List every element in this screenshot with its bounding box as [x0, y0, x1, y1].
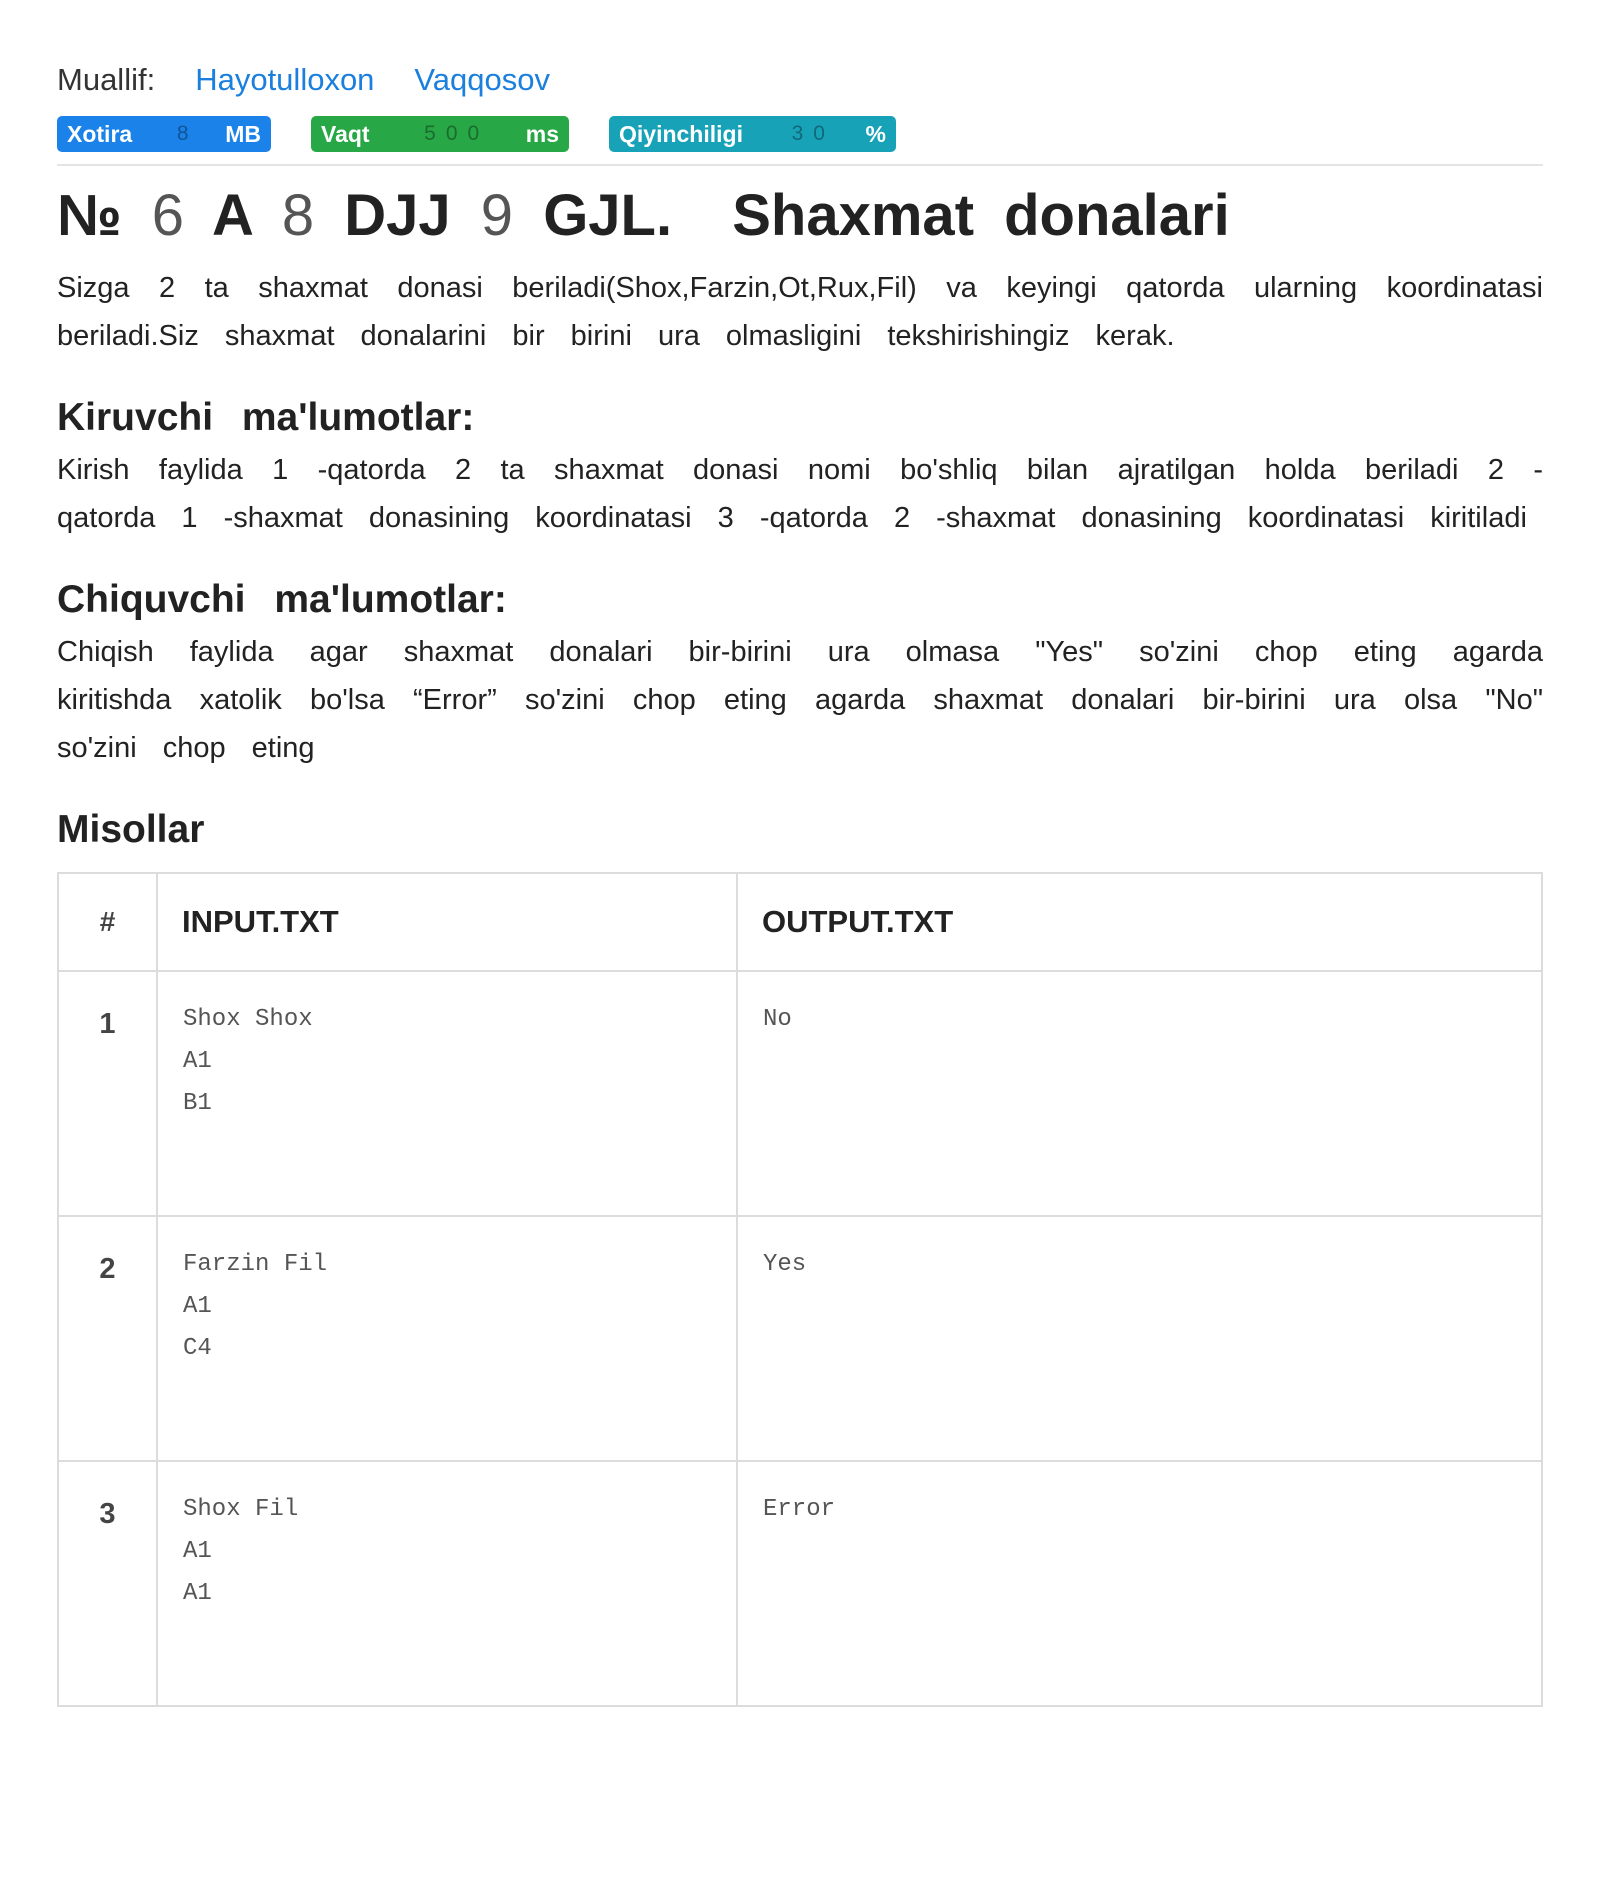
input-section-heading: Kiruvchi ma'lumotlar:: [57, 396, 475, 439]
example-number: 3: [58, 1461, 157, 1706]
example-number: 1: [58, 971, 157, 1216]
memory-badge-unit: MB: [225, 120, 261, 147]
examples-header-row: [58, 873, 1542, 971]
memory-badge-label: Xotira: [67, 120, 133, 147]
title-part-2: DJJ: [344, 183, 451, 248]
title-name: Shaxmat donalari: [732, 183, 1230, 248]
memory-badge: [57, 116, 271, 152]
difficulty-badge-unit: %: [865, 120, 886, 147]
table-row: [58, 971, 1542, 1216]
column-header-input: INPUT.TXT: [157, 873, 737, 971]
example-input: Shox Shox A1 B1: [183, 1006, 313, 1117]
header-divider: [57, 164, 1543, 166]
example-input-cell: [157, 1461, 737, 1706]
difficulty-badge-value: 30: [791, 122, 835, 145]
column-header-output: OUTPUT.TXT: [737, 873, 1542, 971]
time-badge-label: Vaqt: [321, 120, 370, 147]
author-row: [57, 58, 1543, 102]
examples-heading: Misollar: [57, 808, 205, 851]
problem-description: Sizga 2 ta shaxmat donasi beriladi(Shox,Farzin,Ot,Rux,Fil) va keyingi qatorda ularning koordinatasi beriladi.Siz shaxmat donalarini bir birini ura olmasligini tekshirishingiz kerak.: [57, 272, 1543, 352]
title-part-3: GJL.: [543, 183, 673, 248]
title-number-3: 9: [480, 183, 514, 248]
time-badge-value: 500: [424, 122, 490, 145]
author-first-name-link[interactable]: Hayotulloxon: [195, 62, 375, 97]
time-badge: [311, 116, 569, 152]
title-number-2: 8: [281, 183, 315, 248]
example-input: Shox Fil A1 A1: [183, 1496, 299, 1607]
memory-badge-value: 8: [176, 122, 199, 145]
problem-title: [57, 176, 1543, 256]
time-badge-unit: ms: [525, 120, 559, 147]
table-row: [58, 1461, 1542, 1706]
difficulty-badge-label: Qiyinchiligi: [619, 120, 743, 147]
title-prefix: №: [57, 183, 122, 248]
example-number: 2: [58, 1216, 157, 1461]
example-input-cell: [157, 971, 737, 1216]
table-row: [58, 1216, 1542, 1461]
limits-badges: [57, 116, 1543, 152]
difficulty-badge: [609, 116, 896, 152]
output-section-text: Chiqish faylida agar shaxmat donalari bir-birini ura olmasa "Yes" so'zini chop eting agarda kiritishda xatolik bo'lsa “Error” so'zini chop eting agarda shaxmat donalari bir-birini ura olsa "No" so'zini chop eting: [57, 636, 1543, 764]
examples-table: [57, 872, 1543, 1707]
column-header-number: #: [58, 873, 157, 971]
output-section-heading: Chiquvchi ma'lumotlar:: [57, 578, 507, 621]
example-input-cell: [157, 1216, 737, 1461]
author-label: Muallif:: [57, 62, 156, 97]
example-output: No: [763, 1006, 792, 1033]
example-output: Error: [763, 1496, 836, 1523]
input-section-text: Kirish faylida 1 -qatorda 2 ta shaxmat donasi nomi bo'shliq bilan ajratilgan holda beriladi 2 -qatorda 1 -shaxmat donasining koordinatasi 3 -qatorda 2 -shaxmat donasining koordinatasi kiritiladi: [57, 454, 1543, 534]
example-output: Yes: [763, 1251, 807, 1278]
example-output-cell: [737, 971, 1542, 1216]
example-input: Farzin Fil A1 C4: [183, 1251, 328, 1362]
example-output-cell: [737, 1461, 1542, 1706]
title-part-1: A: [212, 183, 252, 248]
example-output-cell: [737, 1216, 1542, 1461]
title-number-1: 6: [151, 183, 185, 248]
author-last-name-link[interactable]: Vaqqosov: [414, 62, 551, 97]
